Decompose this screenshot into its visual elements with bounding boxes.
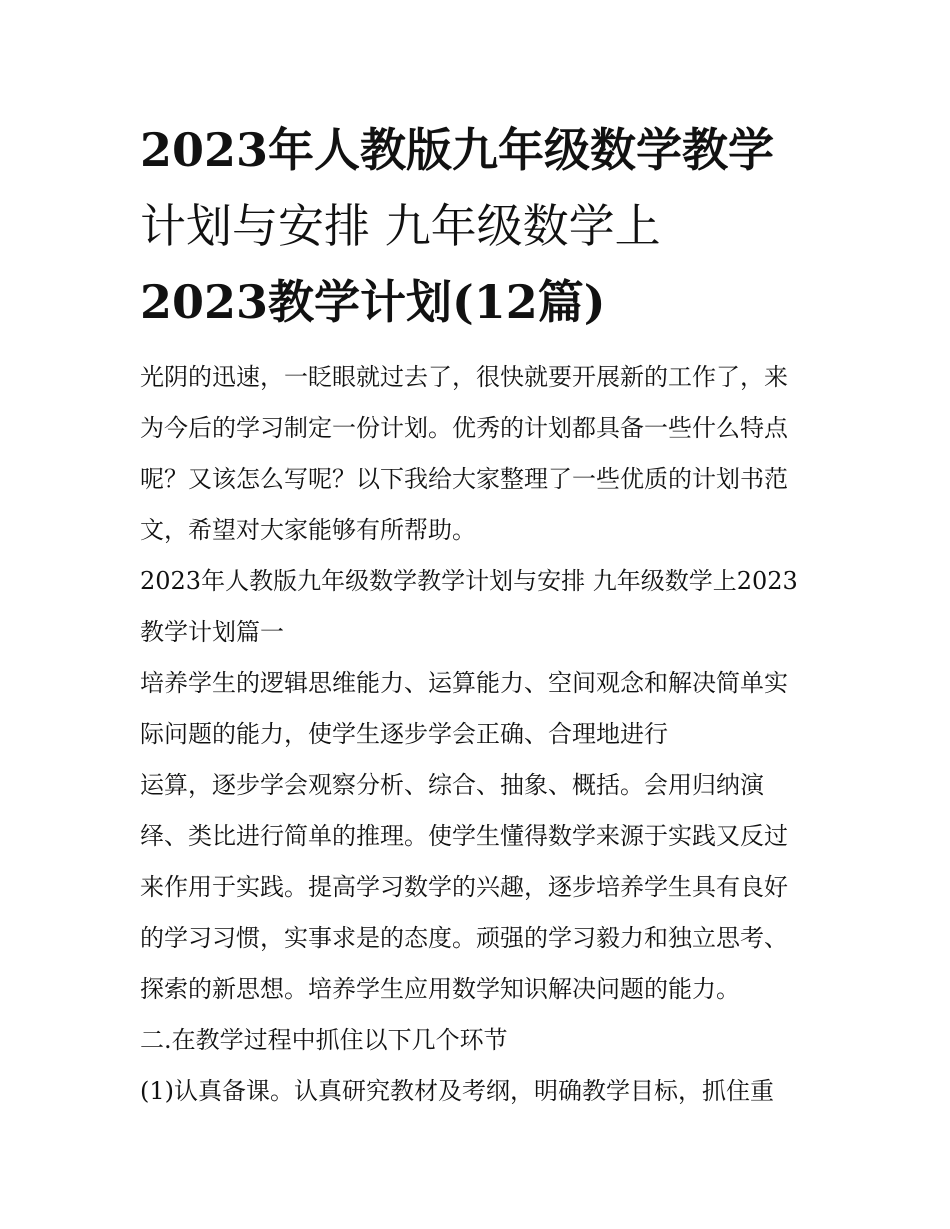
subheading-line: 二.在教学过程中抓住以下几个环节 (140, 1026, 508, 1054)
body-line: 运算，逐步学会观察分析、综合、抽象、概括。会用归纳演 (140, 771, 764, 799)
body-line: 光阴的迅速，一眨眼就过去了，很快就要开展新的工作了，来 (140, 363, 788, 391)
body-line: 的学习习惯，实事求是的态度。顽强的学习毅力和独立思考、 (140, 924, 788, 952)
body-line: (1)认真备课。认真研究教材及考纲，明确教学目标，抓住重 (140, 1077, 774, 1105)
body-line: 来作用于实践。提高学习数学的兴趣，逐步培养学生具有良好 (140, 873, 788, 901)
title-line-2: 计划与安排 九年级数学上 (140, 199, 661, 253)
title-line-3: 2023教学计划(12篇) (140, 275, 606, 329)
body-line: 探索的新思想。培养学生应用数学知识解决问题的能力。 (140, 975, 740, 1003)
section-heading-line: 教学计划篇一 (140, 618, 284, 646)
body-line: 绎、类比进行简单的推理。使学生懂得数学来源于实践又反过 (140, 822, 788, 850)
body-line: 文，希望对大家能够有所帮助。 (140, 516, 476, 544)
title-line-1: 2023年人教版九年级数学教学 (140, 123, 775, 177)
section-heading-line: 2023年人教版九年级数学教学计划与安排 九年级数学上2023 (140, 567, 798, 595)
document-title (140, 112, 830, 340)
body-line: 际问题的能力，使学生逐步学会正确、合理地进行 (140, 720, 668, 748)
body-line: 呢？又该怎么写呢？以下我给大家整理了一些优质的计划书范 (140, 465, 788, 493)
body-line: 为今后的学习制定一份计划。优秀的计划都具备一些什么特点 (140, 414, 788, 442)
body-line: 培养学生的逻辑思维能力、运算能力、空间观念和解决简单实 (140, 669, 788, 697)
document-body (140, 352, 830, 1117)
